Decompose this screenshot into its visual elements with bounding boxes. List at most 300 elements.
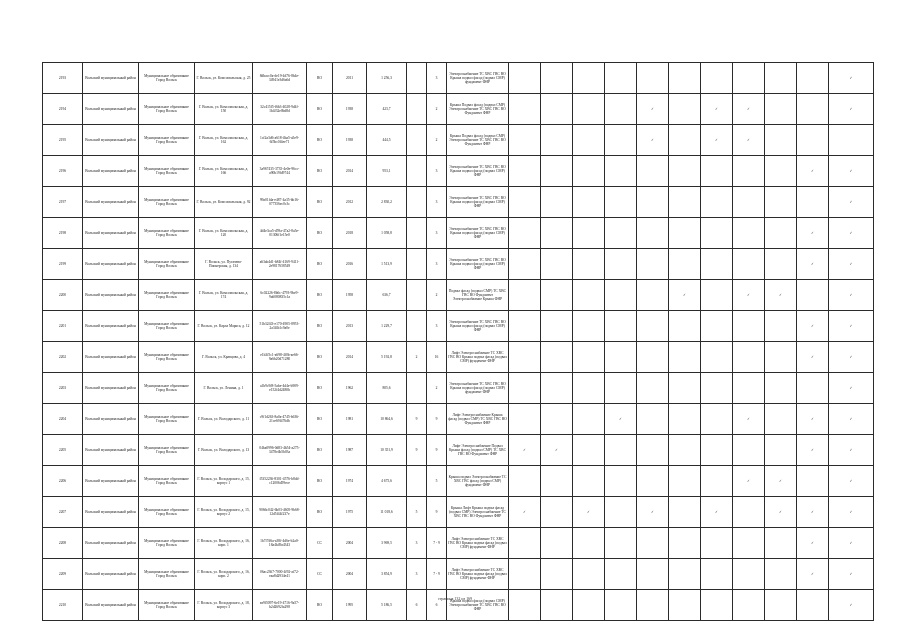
check-cell — [701, 280, 733, 311]
check-cell — [797, 466, 829, 497]
object-id-cell: ea9f5097-6e19-4716-9a57-b2d2692fa298 — [253, 590, 307, 621]
object-id-cell: f5352236-8301-4576-b8dd-c12006d59ece — [253, 466, 307, 497]
check-cell — [669, 311, 701, 342]
address-cell: Г. Вольск, ул. Комсомольская, д. 162 — [195, 125, 253, 156]
check-cell — [669, 156, 701, 187]
check-cell — [669, 187, 701, 218]
type-cell: RO — [307, 373, 333, 404]
owner-cell: Муниципальное образование Город Вольск — [139, 466, 195, 497]
check-cell — [733, 249, 765, 280]
table-row — [43, 156, 874, 187]
row-number: 2198 — [43, 218, 83, 249]
check-cell — [765, 249, 797, 280]
check-cell — [765, 342, 797, 373]
owner-cell: Муниципальное образование Город Вольск — [139, 187, 195, 218]
check-cell — [509, 249, 541, 280]
works-cell: Электроснабжение ТС ХВС ГВС ВО Крыша подвал фасад (подвал СМР) ФНР — [447, 187, 509, 218]
owner-cell: Муниципальное образование Город Вольск — [139, 280, 195, 311]
address-cell: Г. Вольск, ул. Володарского, д. 15, корпус 1 — [195, 466, 253, 497]
type-cell: RO — [307, 311, 333, 342]
check-cell: ✓ — [829, 218, 874, 249]
check-cell — [637, 63, 669, 94]
check-cell — [605, 187, 637, 218]
check-cell — [541, 559, 573, 590]
check-cell: ✓ — [637, 125, 669, 156]
check-cell: ✓ — [797, 342, 829, 373]
check-cell — [573, 466, 605, 497]
check-cell — [797, 94, 829, 125]
owner-cell: Муниципальное образование Город Вольск — [139, 373, 195, 404]
check-cell — [605, 373, 637, 404]
area-cell: 805,6 — [367, 373, 407, 404]
table-row — [43, 125, 874, 156]
year-cell: 2014 — [333, 342, 367, 373]
type-cell: RO — [307, 187, 333, 218]
check-cell — [669, 497, 701, 528]
works-cell: Электроснабжение ТС ХВС ГВС ВО Крыша подвал фасад (подвал СМР) ФНР — [447, 218, 509, 249]
check-cell — [509, 280, 541, 311]
check-cell: ✓ — [829, 497, 874, 528]
year-cell: 2004 — [333, 559, 367, 590]
district-cell: Вольский муниципальный район — [83, 280, 139, 311]
check-cell — [605, 94, 637, 125]
area-cell: 10 864,6 — [367, 404, 407, 435]
check-cell — [637, 342, 669, 373]
check-cell — [509, 373, 541, 404]
check-cell — [733, 311, 765, 342]
check-cell — [765, 435, 797, 466]
check-cell — [541, 125, 573, 156]
object-id-cell: 4d4e3ca5-d59a-47a2-8a5e-01306f1e15e0 — [253, 218, 307, 249]
check-cell — [509, 342, 541, 373]
check-cell — [637, 187, 669, 218]
count-cell: 6 — [427, 590, 447, 621]
type-cell: RO — [307, 342, 333, 373]
works-cell: Подвал фасад (подвал СМР) ТС ХВС ГВС ВО Фундамент Электроснабжение Крыша ФНР — [447, 280, 509, 311]
check-cell — [669, 590, 701, 621]
floors-cell — [407, 373, 427, 404]
check-cell — [541, 404, 573, 435]
count-cell: 2 — [427, 280, 447, 311]
table-row — [43, 311, 874, 342]
check-cell — [669, 559, 701, 590]
check-cell — [797, 280, 829, 311]
check-cell: ✓ — [829, 249, 874, 280]
check-cell — [573, 63, 605, 94]
area-cell: 5 186,5 — [367, 590, 407, 621]
address-cell: Г. Вольск, ул. Пугачева-Пионерская, д. 134 — [195, 249, 253, 280]
owner-cell: Муниципальное образование Город Вольск — [139, 218, 195, 249]
type-cell: RO — [307, 125, 333, 156]
check-cell — [669, 528, 701, 559]
object-id-cell: 6c02226-8b6c-4793-9be9-9a6080835c1a — [253, 280, 307, 311]
check-cell — [509, 559, 541, 590]
check-cell — [605, 63, 637, 94]
object-id-cell: 1cf2a3d6-a618-4ba5-a5e9-6f5bc0f4ee71 — [253, 125, 307, 156]
address-cell: Г. Вольск, ул. Володарского, д. 15, корпус 2 — [195, 497, 253, 528]
address-cell: Г. Вольск, ул. Карла Маркса, д. 12 — [195, 311, 253, 342]
row-number: 2196 — [43, 156, 83, 187]
area-cell: 3 854,9 — [367, 559, 407, 590]
check-cell: ✓ — [797, 559, 829, 590]
floors-cell: 3 — [407, 528, 427, 559]
check-cell — [733, 590, 765, 621]
check-cell: ✓ — [733, 404, 765, 435]
district-cell: Вольский муниципальный район — [83, 187, 139, 218]
check-cell — [573, 404, 605, 435]
year-cell: 2013 — [333, 311, 367, 342]
check-cell: ✓ — [733, 125, 765, 156]
year-cell: 1981 — [333, 404, 367, 435]
check-cell — [605, 342, 637, 373]
check-cell — [509, 528, 541, 559]
owner-cell: Муниципальное образование Город Вольск — [139, 590, 195, 621]
floors-cell — [407, 466, 427, 497]
check-cell — [701, 528, 733, 559]
check-cell — [573, 435, 605, 466]
owner-cell: Муниципальное образование Город Вольск — [139, 404, 195, 435]
check-cell: ✓ — [573, 497, 605, 528]
owner-cell: Муниципальное образование Город Вольск — [139, 435, 195, 466]
table-row — [43, 342, 874, 373]
type-cell: RO — [307, 94, 333, 125]
count-cell: 9 — [427, 404, 447, 435]
year-cell: 2018 — [333, 218, 367, 249]
check-cell — [637, 466, 669, 497]
check-cell: ✓ — [733, 466, 765, 497]
address-cell: Г. Вольск, ул. Кравцова, д. 4 — [195, 342, 253, 373]
year-cell: 1958 — [333, 280, 367, 311]
check-cell — [573, 311, 605, 342]
address-cell: Г. Вольск, ул. Комсомольская, д. 120 — [195, 218, 253, 249]
check-cell — [701, 373, 733, 404]
check-cell: ✓ — [829, 63, 874, 94]
object-id-cell: a1b9c9f8-5abe-4d4e-b909-e152f4d2480b — [253, 373, 307, 404]
row-number: 2194 — [43, 94, 83, 125]
register-table-body — [43, 63, 874, 621]
type-cell: CC — [307, 559, 333, 590]
object-id-cell: e1b3f5c1-a698-4f0b-ae66-9a6b20d71280 — [253, 342, 307, 373]
table-row — [43, 187, 874, 218]
object-id-cell: 32c415f5-f6b3-4028-9d4f-1b4f32e0bd8d — [253, 94, 307, 125]
works-cell: Лифт Электроснабжение ТС ХВС ГВС ВО Крыша подвал фасад (подвал СМР) фундамент ФНР — [447, 528, 509, 559]
check-cell: ✓ — [701, 94, 733, 125]
check-cell — [509, 63, 541, 94]
count-cell: 2 — [427, 94, 447, 125]
check-cell — [637, 404, 669, 435]
district-cell: Вольский муниципальный район — [83, 590, 139, 621]
check-cell — [637, 559, 669, 590]
check-cell — [637, 280, 669, 311]
check-cell — [765, 125, 797, 156]
address-cell: Г. Вольск, ул. Володарского, д. 16, корп. 1 — [195, 528, 253, 559]
check-cell — [797, 187, 829, 218]
check-cell — [509, 156, 541, 187]
area-cell: 423,7 — [367, 94, 407, 125]
check-cell — [637, 590, 669, 621]
check-cell — [541, 63, 573, 94]
district-cell: Вольский муниципальный район — [83, 218, 139, 249]
owner-cell: Муниципальное образование Город Вольск — [139, 311, 195, 342]
type-cell: RO — [307, 156, 333, 187]
type-cell: RO — [307, 590, 333, 621]
check-cell — [541, 156, 573, 187]
area-cell: 4 675,6 — [367, 466, 407, 497]
count-cell: 7 - 9 — [427, 559, 447, 590]
row-number: 2210 — [43, 590, 83, 621]
check-cell: ✓ — [829, 373, 874, 404]
row-number: 2205 — [43, 435, 83, 466]
check-cell — [765, 94, 797, 125]
count-cell: 3 — [427, 187, 447, 218]
check-cell — [509, 125, 541, 156]
floors-cell — [407, 94, 427, 125]
floors-cell — [407, 311, 427, 342]
table-row — [43, 404, 874, 435]
check-cell — [573, 280, 605, 311]
check-cell — [605, 156, 637, 187]
row-number: 2209 — [43, 559, 83, 590]
check-cell: ✓ — [733, 94, 765, 125]
works-cell: Лифт Электроснабжение Подвал Крыша фасад (подвал СМР) ТС ХВС ГВС ВО Фундамент ФНР — [447, 435, 509, 466]
check-cell — [669, 373, 701, 404]
type-cell: RO — [307, 249, 333, 280]
check-cell — [509, 590, 541, 621]
check-cell: ✓ — [733, 280, 765, 311]
check-cell — [733, 435, 765, 466]
year-cell: 1962 — [333, 373, 367, 404]
table-row — [43, 497, 874, 528]
check-cell: ✓ — [765, 497, 797, 528]
check-cell — [573, 156, 605, 187]
table-row — [43, 559, 874, 590]
year-cell: 1938 — [333, 94, 367, 125]
check-cell: ✓ — [797, 311, 829, 342]
check-cell — [573, 125, 605, 156]
floors-cell: 6 — [407, 590, 427, 621]
table-row — [43, 63, 874, 94]
check-cell — [605, 435, 637, 466]
owner-cell: Муниципальное образование Город Вольск — [139, 156, 195, 187]
works-cell: Крыша Подвал фасад (подвал СМР) Электроснабжение ТС ХВС ГВС ВО Фундамент ФНР — [447, 125, 509, 156]
address-cell: Г. Вольск, ул. Комсомольская, д. 174 — [195, 280, 253, 311]
check-cell — [541, 280, 573, 311]
check-cell — [733, 156, 765, 187]
object-id-cell: c9f1d263-8a0a-4745-b636-21ce69f476db — [253, 404, 307, 435]
address-cell: Г. Вольск, ул. Комсомольская, д. 92 — [195, 187, 253, 218]
year-cell: 1974 — [333, 466, 367, 497]
count-cell: 7 - 9 — [427, 528, 447, 559]
check-cell: ✓ — [637, 497, 669, 528]
floors-cell — [407, 249, 427, 280]
count-cell: 9 — [427, 497, 447, 528]
check-cell — [605, 311, 637, 342]
row-number: 2202 — [43, 342, 83, 373]
check-cell — [637, 156, 669, 187]
area-cell: 2 830,2 — [367, 187, 407, 218]
check-cell — [509, 218, 541, 249]
check-cell — [509, 94, 541, 125]
owner-cell: Муниципальное образование Город Вольск — [139, 94, 195, 125]
type-cell: RO — [307, 280, 333, 311]
year-cell: 2012 — [333, 187, 367, 218]
check-cell: ✓ — [829, 466, 874, 497]
owner-cell: Муниципальное образование Город Вольск — [139, 125, 195, 156]
year-cell: 2004 — [333, 528, 367, 559]
row-number: 2204 — [43, 404, 83, 435]
check-cell — [509, 466, 541, 497]
district-cell: Вольский муниципальный район — [83, 63, 139, 94]
area-cell: 1 256,3 — [367, 63, 407, 94]
floors-cell: 2 — [407, 342, 427, 373]
works-cell: Электроснабжение ТС ХВС ГВС ВО Крыша подвал фасад (подвал СМР) ФНР — [447, 311, 509, 342]
owner-cell: Муниципальное образование Город Вольск — [139, 63, 195, 94]
works-cell: Крыша Подвал фасад (подвал СМР) Электроснабжение ТС ХВС ГВС ВО Фундамент ФНР — [447, 94, 509, 125]
district-cell: Вольский муниципальный район — [83, 528, 139, 559]
check-cell — [637, 373, 669, 404]
table-row — [43, 528, 874, 559]
works-cell: Электроснабжение ТС ХВС ГВС ВО Крыша подвал фасад (подвал СМР) фундамент ФНР — [447, 63, 509, 94]
check-cell: ✓ — [829, 559, 874, 590]
check-cell — [541, 218, 573, 249]
object-id-cell: 04ba0996-0d83-4b54-a275-3478e4b5b03a — [253, 435, 307, 466]
district-cell: Вольский муниципальный район — [83, 404, 139, 435]
type-cell: RO — [307, 63, 333, 94]
table-row — [43, 466, 874, 497]
check-cell — [829, 125, 874, 156]
table-row — [43, 249, 874, 280]
check-cell — [637, 218, 669, 249]
page-footer: страница 132 из 169 — [437, 596, 473, 601]
type-cell: RO — [307, 466, 333, 497]
check-cell — [765, 311, 797, 342]
floors-cell: 5 — [407, 497, 427, 528]
check-cell — [509, 187, 541, 218]
area-cell: 1 229,7 — [367, 311, 407, 342]
address-cell: Г. Вольск, ул. Комсомольская, д. 150 — [195, 94, 253, 125]
works-cell: Лифт Электроснабжение ТС ХВС ГВС ВО Крыша подвал фасад (подвал СМР) фундамент ФНР — [447, 342, 509, 373]
row-number: 2206 — [43, 466, 83, 497]
check-cell — [605, 249, 637, 280]
check-cell: ✓ — [829, 404, 874, 435]
check-cell — [573, 187, 605, 218]
row-number: 2195 — [43, 125, 83, 156]
check-cell — [541, 342, 573, 373]
check-cell — [733, 559, 765, 590]
table-row — [43, 218, 874, 249]
register-table — [42, 62, 874, 621]
check-cell: ✓ — [701, 497, 733, 528]
type-cell: RO — [307, 435, 333, 466]
check-cell — [605, 590, 637, 621]
table-row — [43, 590, 874, 621]
owner-cell: Муниципальное образование Город Вольск — [139, 342, 195, 373]
check-cell — [669, 125, 701, 156]
check-cell: ✓ — [797, 435, 829, 466]
address-cell: Г. Вольск, ул. Комсомольская, д. 25 — [195, 63, 253, 94]
check-cell — [541, 373, 573, 404]
row-number: 2208 — [43, 528, 83, 559]
floors-cell — [407, 280, 427, 311]
check-cell — [669, 342, 701, 373]
address-cell: Г. Вольск, ул. Володарского, д. 16, корп. 2 — [195, 559, 253, 590]
row-number: 2193 — [43, 63, 83, 94]
check-cell: ✓ — [829, 435, 874, 466]
floors-cell — [407, 218, 427, 249]
check-cell — [669, 435, 701, 466]
count-cell: 3 — [427, 218, 447, 249]
floors-cell — [407, 63, 427, 94]
check-cell: ✓ — [509, 435, 541, 466]
count-cell: 9 — [427, 435, 447, 466]
check-cell: ✓ — [765, 280, 797, 311]
area-cell: 3 969,5 — [367, 528, 407, 559]
check-cell — [701, 559, 733, 590]
count-cell: 3 — [427, 156, 447, 187]
type-cell: RO — [307, 218, 333, 249]
check-cell — [733, 342, 765, 373]
count-cell: 2 — [427, 373, 447, 404]
district-cell: Вольский муниципальный район — [83, 373, 139, 404]
check-cell — [765, 187, 797, 218]
check-cell — [733, 497, 765, 528]
area-cell: 5 192,8 — [367, 342, 407, 373]
works-cell: Лифт Электроснабжение ТС ХВС ГВС ВО Крыша подвал фасад (подвал СМР) фундамент ФНР — [447, 559, 509, 590]
district-cell: Вольский муниципальный район — [83, 311, 139, 342]
check-cell: ✓ — [637, 94, 669, 125]
district-cell: Вольский муниципальный район — [83, 559, 139, 590]
check-cell — [797, 63, 829, 94]
check-cell — [637, 528, 669, 559]
check-cell — [573, 249, 605, 280]
check-cell — [797, 373, 829, 404]
check-cell — [701, 218, 733, 249]
check-cell — [701, 435, 733, 466]
check-cell — [637, 249, 669, 280]
check-cell — [541, 94, 573, 125]
check-cell — [541, 466, 573, 497]
check-cell: ✓ — [541, 435, 573, 466]
table-row — [43, 280, 874, 311]
address-cell: Г. Вольск, ул. Володарского, д. 18, корпус 3 — [195, 590, 253, 621]
row-number: 2207 — [43, 497, 83, 528]
check-cell — [701, 590, 733, 621]
check-cell — [605, 125, 637, 156]
check-cell — [541, 249, 573, 280]
works-cell: Лифт Электроснабжение Крыша фасад (подвал СМР) ТС ХВС ГВС ВО Фундамент ФНР — [447, 404, 509, 435]
address-cell: Г. Вольск, ул. Комсомольская, д. 166 — [195, 156, 253, 187]
check-cell — [765, 218, 797, 249]
floors-cell: 9 — [407, 435, 427, 466]
works-cell: Электроснабжение ТС ХВС ГВС ВО Крыша подвал фасад (подвал СМР) фундамент ФНР — [447, 373, 509, 404]
type-cell: CC — [307, 528, 333, 559]
check-cell: ✓ — [669, 280, 701, 311]
check-cell: ✓ — [829, 94, 874, 125]
area-cell: 11 018,6 — [367, 497, 407, 528]
year-cell: 2011 — [333, 63, 367, 94]
row-number: 2203 — [43, 373, 83, 404]
check-cell: ✓ — [829, 280, 874, 311]
area-cell: 10 351,9 — [367, 435, 407, 466]
type-cell: RO — [307, 404, 333, 435]
check-cell — [797, 590, 829, 621]
check-cell: ✓ — [829, 342, 874, 373]
check-cell — [765, 156, 797, 187]
object-id-cell: a63ab4d1-b84f-4169-9411-2e9817658549 — [253, 249, 307, 280]
check-cell — [733, 373, 765, 404]
works-cell: Крыша подвал Электроснабжение ТС ХВС ГВС фасад (подвал СМР) фундамент ФНР — [447, 466, 509, 497]
check-cell — [669, 466, 701, 497]
